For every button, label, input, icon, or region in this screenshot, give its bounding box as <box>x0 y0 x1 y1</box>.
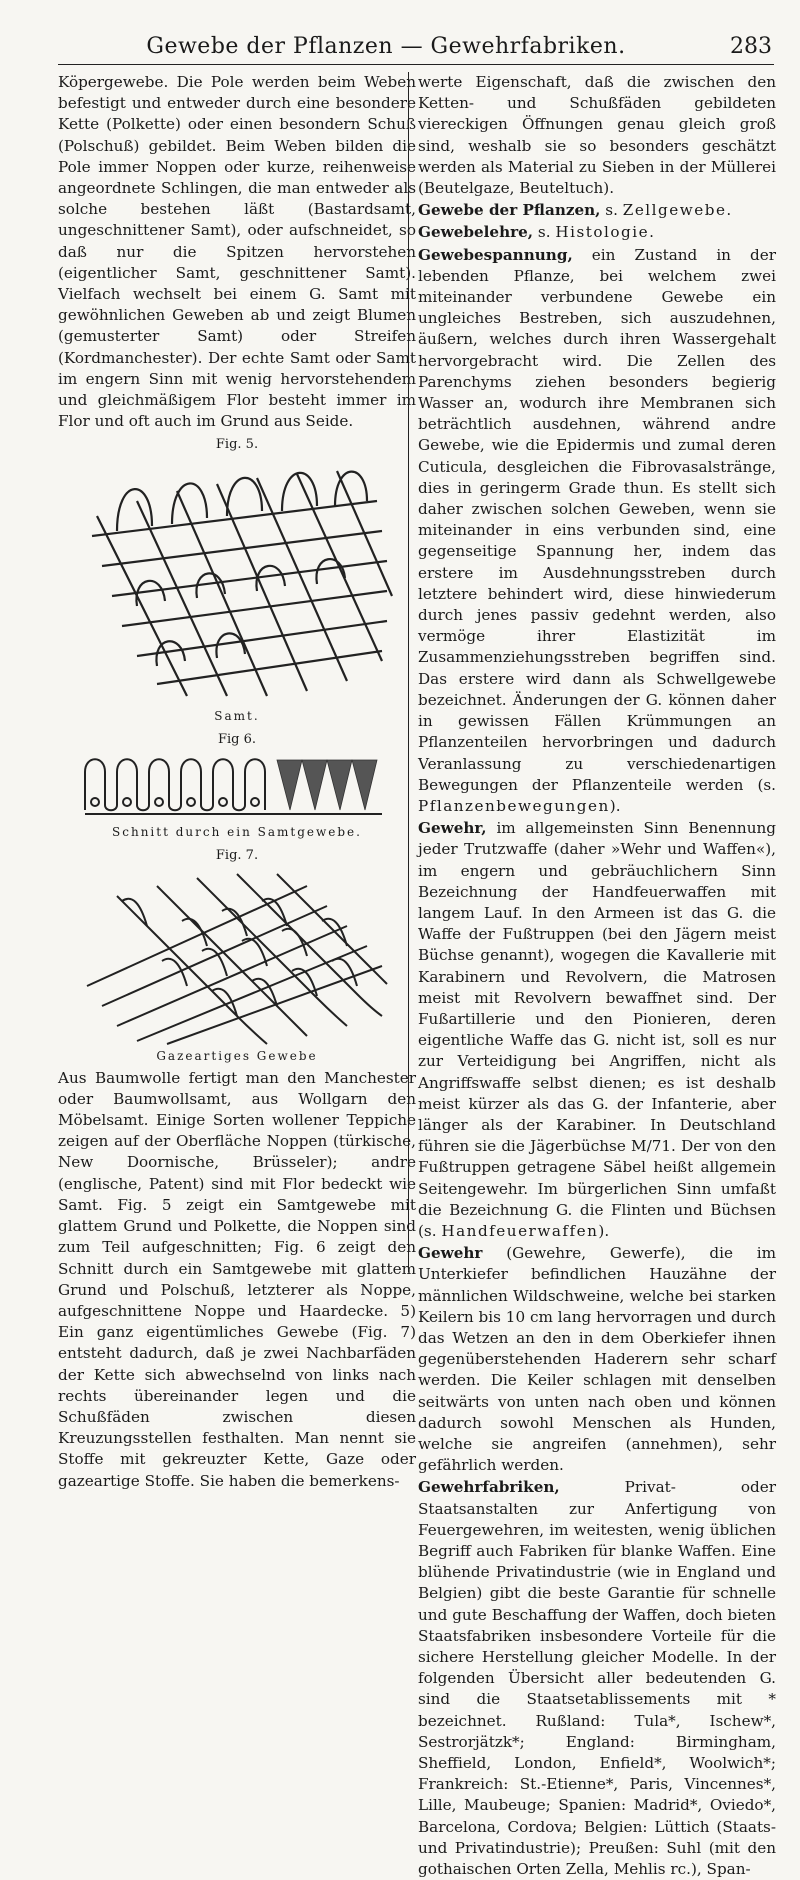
cross-reference[interactable]: Pflanzenbewegungen <box>418 796 610 815</box>
figure-7 <box>58 845 416 1067</box>
entry-headword: Gewehr, <box>418 819 487 838</box>
entry-text: ). <box>609 796 621 815</box>
page-number: 283 <box>730 34 772 59</box>
dictionary-entry <box>418 818 776 1242</box>
page-header <box>58 30 774 65</box>
dictionary-entry <box>418 222 776 243</box>
figure-6 <box>58 729 416 843</box>
entry-text: s. <box>600 201 623 220</box>
running-title: Gewebe der Pflanzen — Gewehrfabriken. <box>146 34 626 59</box>
entry-headword: Gewehr <box>418 1244 483 1263</box>
figure-caption: Samt. <box>214 708 260 723</box>
entry-headword: Gewebelehre, <box>418 223 534 242</box>
entry-headword: Gewebe der Pflanzen, <box>418 201 601 220</box>
entry-headword: Gewehrfabriken, <box>418 1478 560 1497</box>
entry-headword: Gewebespannung, <box>418 245 573 264</box>
figure-caption: Gazeartiges Gewebe <box>156 1049 318 1064</box>
cross-reference[interactable]: Histologie. <box>555 223 656 242</box>
paragraph: werte Eigenschaft, daß die zwischen den Ketten- und Schußfäden gebildeten viereckigen Öffnungen genau gleich groß sind, weshalb sie so besonders geschätzt werden als Material zu Sieben in der Müllerei (Beutelgaze, Beuteltuch). <box>418 73 776 198</box>
entry-text: Privat- oder Staatsanstalten zur Anfertigung von Feuergewehren, im weitesten, wenig üblichen Begriff auch Fabriken für blanke Waffen. Eine blühende Privatindustrie (wie in England und Belgien) gibt die beste Garantie für schnelle und gute Beschaffung der Waffen, doch bieten Staatsfabriken insbesondere Vorteile für die sichere Herstellung gleicher Modelle. In der folgenden Übersicht aller bedeutenden G. sind die Staatsetablissements mit * bezeichnet. Rußland: Tula*, Ischew*, Sestrorjätzk*; England: Birmingham, Sheffield, London, Enfield*, Woolwich*; Frankreich: St.-Etienne*, Paris, Vincennes*, Lille, Maubeuge; Spanien: Madrid*, Oviedo*, Barcelona, Cordova; Belgien: Lüttich (Staats- und Privatindustrie); Preußen: Suhl (mit den gothaischen Orten Zella, Mehlis rc.), Span- <box>418 1478 776 1879</box>
entry-text: ). <box>598 1221 610 1240</box>
figure-label: Fig. 5. <box>215 437 259 453</box>
velvet-weave-illustration <box>77 456 397 706</box>
dictionary-entry <box>418 1243 776 1476</box>
cross-reference[interactable]: Handfeuerwaffen <box>441 1221 599 1240</box>
figure-caption: Schnitt durch ein Samtgewebe. <box>112 825 362 840</box>
figure-label: Fig. 7. <box>215 848 259 864</box>
left-column <box>58 72 416 1492</box>
entry-text: ein Zustand in der lebenden Pflanze, bei welchem zwei miteinander verbundene Gewebe ein ungleiches Bestreben, sich auszudehnen, äußern, welches durch ihren Wassergehalt hervorgebracht wird. Die Zellen des Parenchyms ziehen besonders begierig Wasser an, wodurch ihre Membranen sich beträchtlich ausdehnen, während andre Gewebe, wie die Epidermis und zumal deren Cuticula, desgleichen die Fibrovasalstränge, dies in geringerm Grade thun. Es stellt sich daher zwischen solchen Geweben, wenn sie miteinander in eins verbunden sind, eine gegenseitige Spannung her, indem das erstere im Ausdehnungsstreben durch letztere behindert wird, diese hinwiederum durch jenes passiv gedehnt werden, also vermöge ihrer Elastizität im Zusammenziehungsstreben begriffen sind. Das erstere wird dann als Schwellgewebe bezeichnet. Änderungen der G. können daher in gewissen Fällen Krümmungen an Pflanzenteilen hervorbringen und dadurch Veranlassung zu verschiedenartigen Bewegungen der Pflanzenteile werden (s. <box>418 245 776 794</box>
figure-5 <box>58 434 416 726</box>
paragraph: Köpergewebe. Die Pole werden beim Weben befestigt und entweder durch eine besondere Kette (Polkette) oder einen besondern Schuß (Polschuß) gebildet. Beim Weben bilden die Pole immer Noppen oder kurze, reihenweise angeordnete Schlingen, die man entweder als solche bestehen läßt (Bastardsamt, ungeschnittener Samt), oder aufschneidet, so daß nur die Spitzen hervorstehen (eigentlicher Samt, geschnittener Samt). Vielfach wechselt bei einem G. Samt mit gewöhnlichen Geweben ab und zeigt Blumen (gemusterter Samt) oder Streifen (Kordmanchester). Der echte Samt oder Samt im engern Sinn mit wenig hervorstehendem und gleichmäßigem Flor besteht immer im Flor und oft auch im Grund aus Seide. <box>58 73 416 431</box>
paragraph: Aus Baumwolle fertigt man den Manchester oder Baumwollsamt, aus Wollgarn den Möbelsamt. Einige Sorten wollener Teppiche zeigen auf der Oberfläche Noppen (türkische, New Doornische, Brüsseler); andre (englische, Patent) sind mit Flor bedeckt wie Samt. Fig. 5 zeigt ein Samtgewebe mit glattem Grund und Polkette, die Noppen sind zum Teil aufgeschnitten; Fig. 6 zeigt den Schnitt durch ein Samtgewebe mit glattem Grund und Polschuß, letzterer als Noppe, aufgeschnittene Noppe und Haardecke. 5) Ein ganz eigentümliches Gewebe (Fig. 7) entsteht dadurch, daß je zwei Nachbarfäden der Kette sich abwechselnd von links nach rechts übereinander legen und die Schußfäden zwischen diesen Kreuzungsstellen festhalten. Man nennt sie Stoffe mit gekreuzter Kette, Gaze oder gazeartige Stoffe. Sie haben die bemerkens- <box>58 1068 416 1490</box>
dictionary-entry <box>418 200 776 221</box>
right-column <box>418 72 776 1880</box>
dictionary-entry <box>418 1477 776 1880</box>
entry-text: im allgemeinsten Sinn Benennung jeder Trutzwaffe (daher »Wehr und Waffen«), im engern und gebräuchlichern Sinn Bezeichnung der Handfeuerwaffen mit langem Lauf. In den Armeen ist das G. die Waffe der Fußtruppen (bei den Jägern meist Büchse genannt), wogegen die Kavallerie mit Karabinern und Revolvern, die Matrosen meist mit Revolvern bewaffnet sind. Der Fußartillerie und den Pionieren, deren eigentliche Waffe das G. nicht ist, soll es nur zur Verteidigung bei Angriffen, nicht als Angriffswaffe selbst dienen; es ist deshalb meist kürzer als das G. der Infanterie, aber länger als der Karabiner. In Deutschland führen sie die Jägerbüchse M/71. Der von den Fußtruppen getragene Säbel heißt allgemein Seitengewehr. Im bürgerlichen Sinn umfaßt die Bezeichnung G. die Flinten und Büchsen (s. <box>418 819 776 1240</box>
dictionary-entry <box>418 245 776 817</box>
entry-text: s. <box>533 223 556 242</box>
figure-label: Fig 6. <box>217 731 257 747</box>
gauze-weave-illustration <box>77 866 397 1046</box>
entry-text: (Gewehre, Gewerfe), die im Unterkiefer befindlichen Hauzähne der männlichen Wildschweine, welche bei starken Keilern bis 10 cm lang hervorragen und durch das Wetzen an den in dem Oberkiefer ihnen gegenüberstehenden Haderern sehr scharf werden. Die Keiler schlagen mit denselben seitwärts von unten nach oben und können dadurch sowohl Menschen als Hunden, welche sie angreifen (annehmen), sehr gefährlich werden. <box>418 1244 776 1475</box>
velvet-cross-section-illustration <box>77 750 397 822</box>
cross-reference[interactable]: Zellgewebe. <box>622 201 733 220</box>
